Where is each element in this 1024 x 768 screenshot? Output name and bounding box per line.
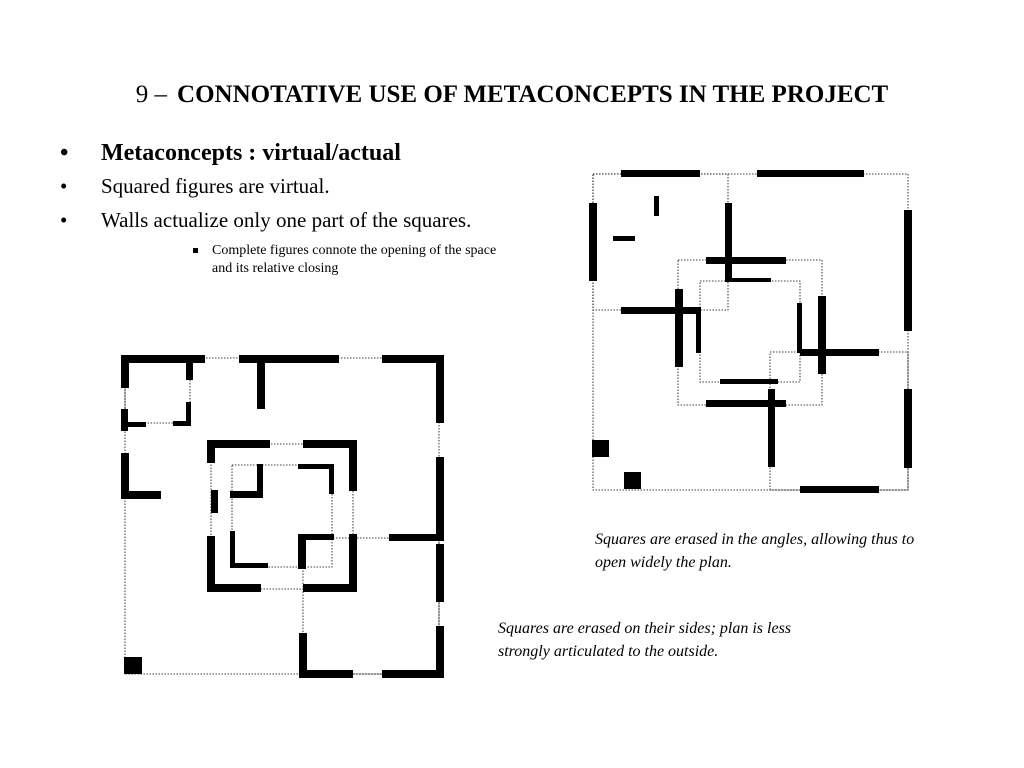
wall — [173, 421, 191, 426]
bullet-dot-icon: • — [60, 208, 68, 232]
wall — [207, 440, 270, 448]
wall — [207, 440, 215, 463]
slide-number: 9 – — [135, 81, 168, 108]
bullet-dot-icon: • — [60, 140, 69, 166]
wall — [230, 531, 235, 567]
wall — [389, 534, 444, 541]
wall — [257, 355, 265, 409]
wall — [298, 464, 334, 469]
wall — [436, 355, 444, 423]
wall — [298, 534, 306, 569]
wall — [382, 355, 443, 363]
wall — [121, 491, 161, 499]
wall — [303, 440, 357, 448]
column — [124, 657, 142, 674]
bullet-text: Walls actualize only one part of the squares. — [101, 208, 472, 232]
wall — [436, 544, 444, 602]
wall — [239, 355, 339, 363]
corner-square — [125, 358, 190, 423]
wall — [349, 440, 357, 491]
wall — [211, 490, 218, 513]
outer-square — [125, 358, 439, 674]
wall — [186, 355, 193, 380]
caption-sides: Squares are erased on their sides; plan is less strongly articulated to the outside. — [498, 620, 792, 660]
wall — [207, 536, 215, 591]
wall — [121, 355, 129, 388]
bullet-text: Squared figures are virtual. — [101, 174, 330, 198]
wall — [230, 563, 268, 568]
inner-square — [232, 465, 332, 567]
wall — [436, 457, 444, 535]
bullet-dot-icon: • — [60, 174, 68, 198]
slide-heading: CONNOTATIVE USE OF METACONCEPTS IN THE PROJECT — [177, 81, 889, 108]
wall — [121, 409, 128, 431]
walls — [121, 355, 444, 678]
wall — [299, 670, 353, 678]
wall — [436, 626, 444, 678]
wall — [329, 464, 334, 494]
wall — [303, 584, 357, 592]
virtual-square-outlines — [125, 358, 439, 674]
wall — [349, 534, 357, 592]
corner-square — [303, 538, 439, 674]
caption-angles: Squares are erased in the angles, allowing thus to open widely the plan. — [595, 531, 915, 571]
wall — [230, 491, 262, 498]
bullet-text: Metaconcepts : virtual/actual — [101, 140, 401, 166]
wall — [382, 670, 444, 678]
wall — [207, 584, 261, 592]
sub-bullet-text: Complete figures connote the opening of the space and its relative closing — [212, 243, 497, 276]
wall — [121, 422, 146, 427]
